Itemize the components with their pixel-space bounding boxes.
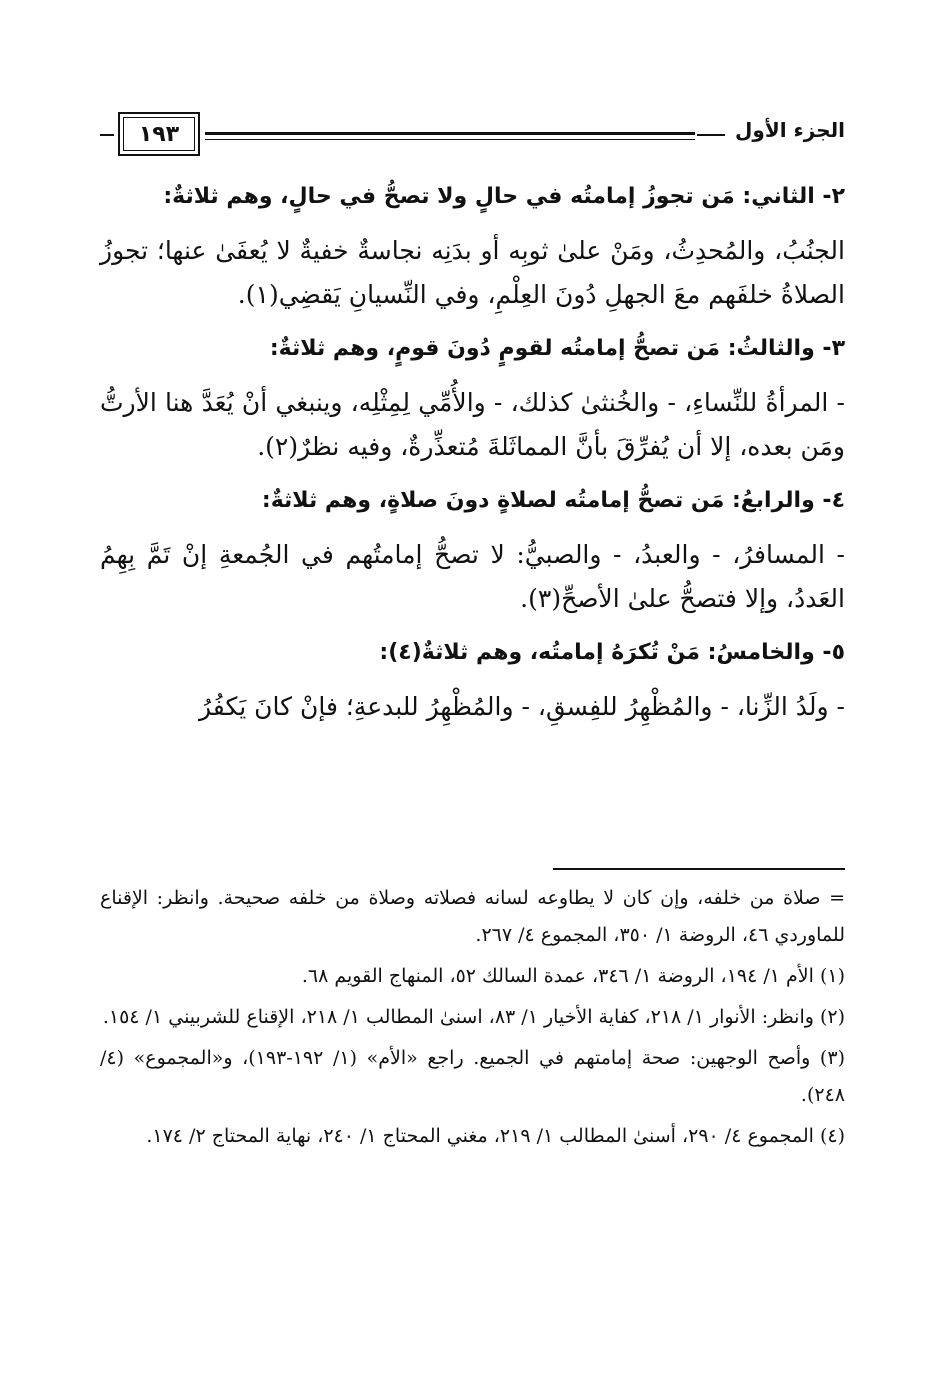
section-heading-3: ٣- والثالثُ: مَن تصحُّ إمامتُه لقومٍ دُونَ قومٍ، وهم ثلاثةٌ: (269, 336, 845, 361)
section-heading-4: ٤- والرابعُ: مَن تصحُّ إمامتُه لصلاةٍ دونَ صلاةٍ، وهم ثلاثةٌ: (261, 488, 845, 513)
section-text-2: الجنُبُ، والمُحدِثُ، ومَنْ علىٰ ثوبِه أو بدَنِه نجاسةٌ خفيةٌ لا يُعفَىٰ عنها؛ تجوزُ الصلاةُ خلفَهم معَ الجهلِ دُونَ العِلْمِ، وفي النِّسيانِ يَقضِي(١). (100, 236, 845, 309)
footnote-1: (١) الأم ١/ ١٩٤، الروضة ١/ ٣٤٦، عمدة السالك ٥٢، المنهاج القويم ٦٨. (301, 965, 845, 987)
section-text-4: - المسافرُ، - والعبدُ، - والصبيُّ: لا تصحُّ إمامتُهم في الجُمعةِ إنْ تَمَّ بِهِمُ العَددُ، وإلا فتصحُّ علىٰ الأصحِّ(٣). (100, 540, 845, 613)
footnote-4: (٤) المجموع ٤/ ٢٩٠، أسنىٰ المطالب ١/ ٢١٩، مغني المحتاج ١/ ٢٤٠، نهاية المحتاج ٢/ ١٧٤. (146, 1125, 845, 1147)
footnote-separator (553, 868, 845, 870)
section-text-5: - ولَدُ الزِّنا، - والمُظْهِرُ للفِسقِ، - والمُظْهِرُ للبدعةِ؛ فإنْ كانَ يَكفُرُ (199, 692, 845, 721)
header-rule (205, 132, 695, 140)
main-text (100, 175, 845, 739)
footnote-continuation: = صلاة من خلفه، وإن كان لا يطاوعه لسانه فصلاته وصلاة من خلفه صحيحة. وانظر: الإقناع للماوردي ٤٦، الروضة ١/ ٣٥٠، المجموع ٤/ ٢٦٧. (100, 887, 845, 946)
volume-title: الجزء الأول (735, 118, 845, 142)
section-heading-5: ٥- والخامسُ: مَنْ تُكرَهُ إمامتُه، وهم ثلاثةٌ(٤): (379, 640, 845, 665)
section-heading-2: ٢- الثاني: مَن تجوزُ إمامتُه في حالٍ ولا تصحُّ في حالٍ، وهم ثلاثةٌ: (163, 184, 845, 209)
footnote-3: (٣) وأصح الوجهين: صحة إمامتهم في الجميع. راجع «الأم» (١/ ١٩٢-١٩٣)، و«المجموع» (٤/ ٢٤٨). (100, 1047, 845, 1106)
page-number-frame (118, 112, 200, 156)
page-header (100, 110, 845, 162)
footnotes (100, 880, 845, 1159)
header-tick (100, 134, 114, 136)
footnote-2: (٢) وانظر: الأنوار ١/ ٢١٨، كفاية الأخيار ١/ ٨٣، اسنىٰ المطالب ١/ ٢١٨، الإقناع للشربيني ١/ ١٥٤. (102, 1006, 845, 1028)
page-number: ١٩٣ (123, 117, 195, 151)
section-text-3: - المرأةُ للنِّساءِ، - والخُنثىٰ كذلك، - والأُمِّي لِمِثْلِه، وينبغي أنْ يُعَدَّ هنا الأرتُّ ومَن بعده، إلا أن يُفرِّقَ بأنَّ المماثَلةَ مُتعذِّرةٌ، وفيه نظرٌ(٢). (100, 388, 845, 461)
